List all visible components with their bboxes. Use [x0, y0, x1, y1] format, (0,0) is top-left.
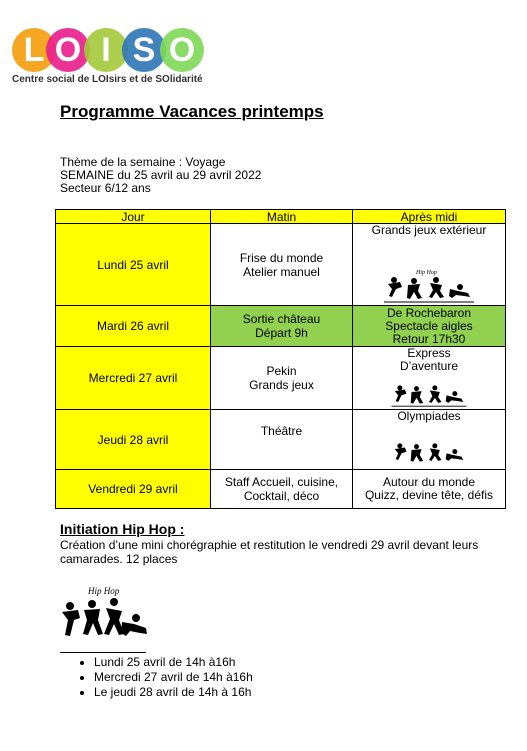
table-row [56, 410, 506, 470]
morning-line: Grands jeux [249, 378, 314, 392]
afternoon-cell [353, 224, 506, 306]
morning-cell [211, 347, 353, 410]
morning-line: Pekin [266, 364, 297, 378]
afternoon-line: Retour 17h30 [392, 331, 466, 346]
morning-line: Cocktail, déco [243, 489, 320, 503]
morning-line: Théâtre [260, 424, 303, 438]
morning-line: Atelier manuel [243, 264, 320, 279]
day-cell: Mardi 26 avril [56, 306, 211, 347]
logo-letter-l: L [12, 28, 56, 72]
table-row [56, 306, 506, 347]
afternoon-line: De Rochebaron [386, 305, 472, 320]
day-cell: Vendredi 29 avril [56, 470, 211, 509]
session-list [60, 655, 253, 700]
week-info [60, 156, 261, 195]
logo-letter-o2: O [160, 28, 204, 72]
schedule-table [55, 209, 506, 509]
logo-letter-i: I [84, 28, 128, 72]
table-header-row [56, 210, 506, 224]
week-line: SEMAINE du 25 avril au 29 avril 2022 [60, 168, 262, 182]
afternoon-line: Autour du monde [382, 475, 476, 489]
list-item: • Mercredi 27 avril de 14h à16h [94, 670, 253, 685]
logo-letter-o: O [46, 28, 90, 72]
theme-line: Thème de la semaine : Voyage [60, 155, 226, 169]
table-row [56, 224, 506, 306]
hip-hop-dancers-icon [384, 377, 474, 407]
afternoon-line: Express [407, 346, 451, 360]
afternoon-cell [353, 306, 506, 347]
list-item: • Le jeudi 28 avril de 14h à 16h [94, 685, 253, 700]
hip-hop-dancers-icon [384, 267, 474, 303]
day-cell: Jeudi 28 avril [56, 410, 211, 470]
list-item: • Lundi 25 avril de 14h à16h [94, 655, 253, 670]
sector-line: Secteur 6/12 ans [60, 181, 151, 195]
morning-line: Frise du monde [239, 250, 324, 265]
hip-hop-dancers-icon [384, 435, 474, 465]
afternoon-cell [353, 470, 506, 509]
afternoon-cell [353, 410, 506, 470]
afternoon-cell [353, 347, 506, 410]
svg-text:Hip Hop: Hip Hop [416, 270, 437, 276]
logo-subtitle: Centre social de LOIsirs et de SOlidarité [12, 74, 203, 85]
header-afternoon: Après midi [353, 210, 506, 224]
header-morning: Matin [211, 210, 353, 224]
afternoon-line: D’aventure [399, 359, 459, 373]
hip-hop-dancers-icon [58, 582, 148, 648]
svg-text:Hip Hop: Hip Hop [88, 586, 120, 596]
morning-line: Sortie château [242, 312, 321, 326]
page-title: Programme Vacances printemps [60, 102, 324, 121]
morning-cell [211, 410, 353, 470]
table-row [56, 470, 506, 509]
day-cell: Mercredi 27 avril [56, 347, 211, 410]
divider [60, 652, 146, 653]
afternoon-line: Spectacle aigles [385, 318, 473, 333]
table-row [56, 347, 506, 410]
hiphop-description: Création d’une mini chorégraphie et restitution le vendredi 29 avril devant leurs camarades. 12 places [60, 538, 479, 566]
morning-cell [211, 306, 353, 347]
afternoon-line: Grands jeux extérieur [371, 223, 487, 237]
afternoon-line: Olympiades [397, 409, 461, 423]
morning-cell [211, 470, 353, 509]
morning-line: Staff Accueil, cuisine, [224, 475, 339, 489]
header-day: Jour [56, 210, 211, 224]
hiphop-title: Initiation Hip Hop : [60, 521, 185, 537]
morning-cell [211, 224, 353, 306]
morning-line: Départ 9h [255, 326, 308, 340]
logo-letter-s: S [122, 28, 166, 72]
day-cell: Lundi 25 avril [56, 224, 211, 306]
afternoon-line: Quizz, devine tête, défis [364, 488, 494, 502]
